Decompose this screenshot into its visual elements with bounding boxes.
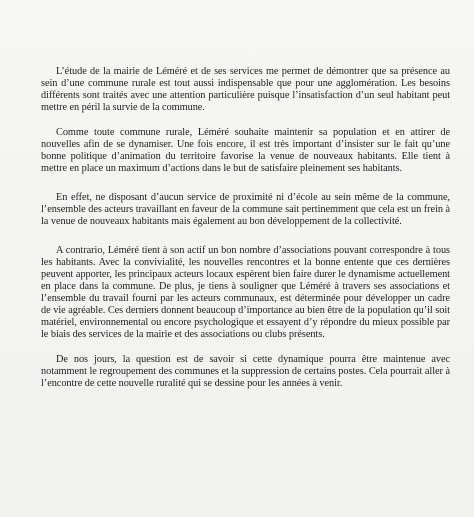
paragraph-2: Comme toute commune rurale, Léméré souhaite maintenir sa population et en attirer de nouvelles afin de se dynamiser. Une fois encore, il est très important d’insister sur le fait qu’une bonne politique d’animation du territoire favorise la venue de nouveaux habitants. Elle tient à mettre en place un maximum d’actions dans le but de satisfaire pleinement ses habitants.	[41, 127, 450, 174]
document-body	[41, 66, 450, 390]
paragraph-1: L’étude de la mairie de Léméré et de ses services me permet de démontrer que sa présence au sein d’une commune rurale est tout aussi indispensable que pour une agglomération. Les besoins différents sont traités avec une attention particulière puisque l’insatisfaction d’un seul habitant peut mettre en péril la survie de la commune.	[41, 66, 450, 113]
paragraph-4: A contrario, Léméré tient à son actif un bon nombre d’associations pouvant correspondre à tous les habitants. Avec la convivialité, les nouvelles rencontres et la bonne entente que ces dernières peuvent apporter, les principaux acteurs locaux espèrent bien faire durer le dynamisme actuellement en place dans la commune. De plus, je tiens à souligner que Léméré à travers ses associations et l’ensemble du travail fourni par les acteurs communaux, est déterminée pour développer un cadre de vie agréable. Ces derniers donnent beaucoup d’importance au bien être de la population qu’il soit matériel, environnemental ou encore psychologique et essayent d’y répondre du mieux possible par le biais des services de la mairie et des associations ou clubs présents.	[41, 245, 450, 340]
paragraph-3: En effet, ne disposant d’aucun service de proximité ni d’école au sein même de la commune, l’ensemble des acteurs travaillant en faveur de la commune sait pertinemment que cela est un frein à la venue de nouveaux habitants mais également au bon développement de la collectivité.	[41, 192, 450, 227]
paragraph-5: De nos jours, la question est de savoir si cette dynamique pourra être maintenue avec notamment le regroupement des communes et la suppression de certains postes. Cela pourrait aller à l’encontre de cette nouvelle ruralité qui se dessine pour les années à venir.	[41, 354, 450, 389]
